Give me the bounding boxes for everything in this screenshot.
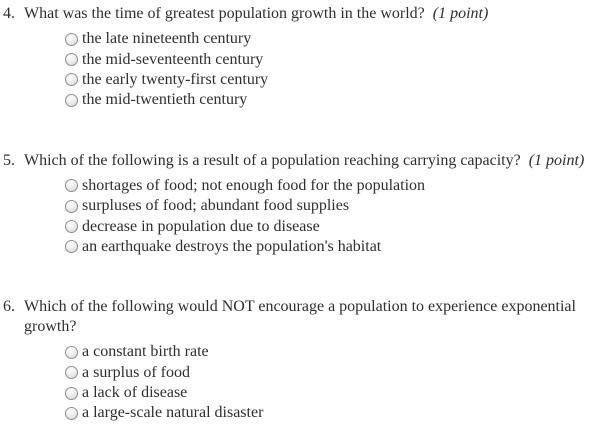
- option-label: surpluses of food; abundant food supplies: [82, 197, 350, 215]
- options-list: [65, 176, 603, 258]
- radio-button-icon[interactable]: [65, 200, 78, 213]
- answer-option[interactable]: [65, 70, 603, 90]
- question-line: [3, 297, 603, 337]
- option-label: the early twenty-first century: [82, 70, 269, 88]
- options-list: [65, 342, 603, 424]
- question-number: 4.: [3, 5, 15, 22]
- answer-option[interactable]: [65, 403, 603, 423]
- radio-button-icon[interactable]: [65, 53, 78, 66]
- question-text-wrap: [24, 151, 603, 171]
- answer-option[interactable]: [65, 216, 603, 236]
- question-text: Which of the following would NOT encourage a population to experience exponential growth?: [24, 298, 576, 336]
- question-number: 5.: [3, 151, 15, 169]
- question-block-5: [3, 151, 603, 258]
- radio-button-icon[interactable]: [65, 346, 78, 359]
- radio-button-icon[interactable]: [65, 220, 78, 233]
- question-text: Which of the following is a result of a population reaching carrying capacity?: [24, 151, 521, 169]
- answer-option[interactable]: [65, 176, 603, 196]
- question-line: [3, 151, 603, 171]
- points-label: (1 point): [528, 151, 585, 169]
- radio-button-icon[interactable]: [65, 387, 78, 400]
- option-label: decrease in population due to disease: [82, 217, 320, 235]
- question-text-wrap: [24, 4, 603, 24]
- option-label: a lack of disease: [82, 384, 188, 402]
- question-block-4: [3, 4, 603, 111]
- answer-option[interactable]: [65, 383, 603, 403]
- option-label: the mid-seventeenth century: [82, 50, 264, 68]
- points-label: (1 point): [432, 5, 489, 22]
- answer-option[interactable]: [65, 237, 603, 257]
- radio-button-icon[interactable]: [65, 366, 78, 379]
- answer-option[interactable]: [65, 196, 603, 216]
- question-block-6: [3, 297, 603, 424]
- answer-option[interactable]: [65, 49, 603, 69]
- question-text: What was the time of greatest population growth in the world?: [24, 5, 425, 22]
- option-label: a surplus of food: [82, 363, 190, 381]
- question-line: [3, 4, 603, 24]
- radio-button-icon[interactable]: [65, 179, 78, 192]
- option-label: the mid-twentieth century: [82, 91, 248, 109]
- answer-option[interactable]: [65, 363, 603, 383]
- option-label: the late nineteenth century: [82, 30, 252, 48]
- radio-button-icon[interactable]: [65, 33, 78, 46]
- option-label: shortages of food; not enough food for the population: [82, 176, 426, 194]
- option-label: an earthquake destroys the population's habitat: [82, 237, 382, 255]
- radio-button-icon[interactable]: [65, 240, 78, 253]
- question-text-wrap: [24, 297, 603, 337]
- radio-button-icon[interactable]: [65, 73, 78, 86]
- answer-option[interactable]: [65, 342, 603, 362]
- option-label: a constant birth rate: [82, 343, 209, 361]
- question-number: 6.: [3, 298, 15, 316]
- radio-button-icon[interactable]: [65, 407, 78, 420]
- answer-option[interactable]: [65, 90, 603, 110]
- options-list: [65, 29, 603, 111]
- option-label: a large-scale natural disaster: [82, 404, 264, 422]
- answer-option[interactable]: [65, 29, 603, 49]
- radio-button-icon[interactable]: [65, 94, 78, 107]
